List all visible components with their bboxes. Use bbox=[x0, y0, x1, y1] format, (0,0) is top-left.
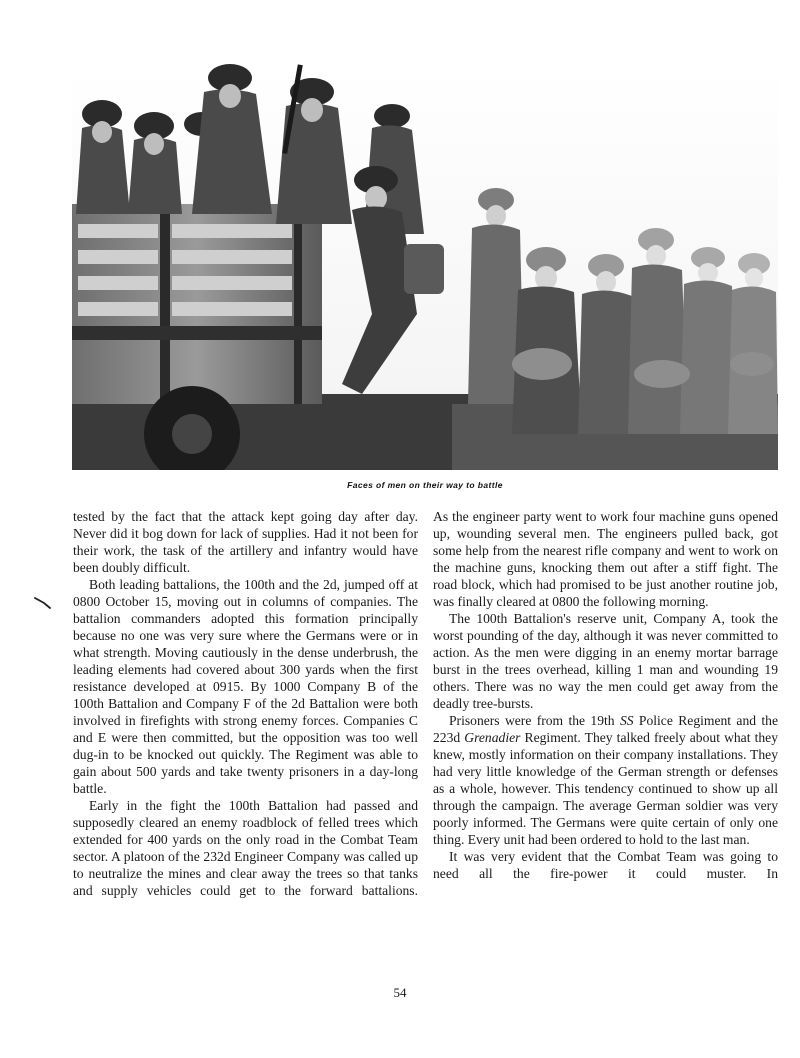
text-run: Regiment. They talked freely about what they knew, mostly information on their company installations. They had very little knowledge of the German strength or defenses as a whole, however. This tendency continued to show up all through the campaign. The average German soldier was very poorly informed. The Germans were quite certain of only one thing. Every unit had been ordered to hold to the last man. bbox=[433, 730, 778, 847]
photo-caption: Faces of men on their way to battle bbox=[347, 480, 503, 490]
paragraph: It was very evident that the Combat Team was going to need all the fire-power it could muster. In bbox=[433, 849, 778, 881]
text-run: Police Regiment and the 223d bbox=[433, 713, 778, 745]
text-column-right bbox=[433, 508, 778, 882]
paragraph: Both leading battalions, the 100th and the 2d, jumped off at 0800 October 15, moving out in columns of companies. The battalion commanders adopted this formation principally because no one was very sure where the Germans were or in what strength. Moving cautiously in the dense underbrush, the leading elements had covered about 300 yards when the first resistance developed at 0915. By 1000 Company B of the 100th Battalion and Company F of the 2d Battalion were both involved in firefights with strong enemy forces. Companies C and E were then committed, but the opposition was too well dug-in to be knocked out quickly. The Regiment was able to gain about 500 yards and take twenty prisoners in a day-long battle. bbox=[73, 577, 418, 796]
text-column-left bbox=[73, 508, 418, 899]
pencil-tick-mark-icon bbox=[34, 596, 54, 615]
photo-soldiers-on-truck bbox=[72, 64, 778, 470]
paragraph bbox=[433, 712, 778, 848]
page-number: 54 bbox=[393, 985, 407, 1000]
paragraph: The 100th Battalion's reserve unit, Company A, took the worst pounding of the day, although it was never committed to action. As the men were digging in an enemy mortar barrage burst in the trees overhead, killing 1 man and wounding 19 others. There was no way the men could get away from the deadly tree-bursts. bbox=[433, 611, 778, 711]
italic-ss: SS bbox=[619, 713, 634, 728]
text-run: Prisoners were from the 19th bbox=[449, 713, 620, 728]
paragraph: tested by the fact that the attack kept going day after day. Never did it bog down for lack of supplies. Had it not been for their work, the task of the artillery and infantry would have been doubly difficult. bbox=[73, 509, 418, 575]
paragraph: As the engineer party went to work four machine guns opened up, wounding several men. The engineers pulled back, got some help from the nearest rifle company and went to work on the machine guns, knocking them out after a stiff fight. The road block, which had promised to be just another routine job, was finally cleared at 0800 the following morning. bbox=[433, 509, 778, 609]
italic-grenadier: Grenadier bbox=[464, 730, 521, 745]
paragraph: Early in the fight the 100th Battalion had passed and supposedly cleared an enemy roadblock of felled trees which extended for 400 yards on the only road in the Combat Team sector. A platoon of the 232d Engineer Company was called up to neutralize the mines and clear away the trees so that tanks and supply vehicles could get to the forward battalions. bbox=[73, 798, 418, 898]
photo-soldiers-truck-icon bbox=[72, 64, 778, 470]
